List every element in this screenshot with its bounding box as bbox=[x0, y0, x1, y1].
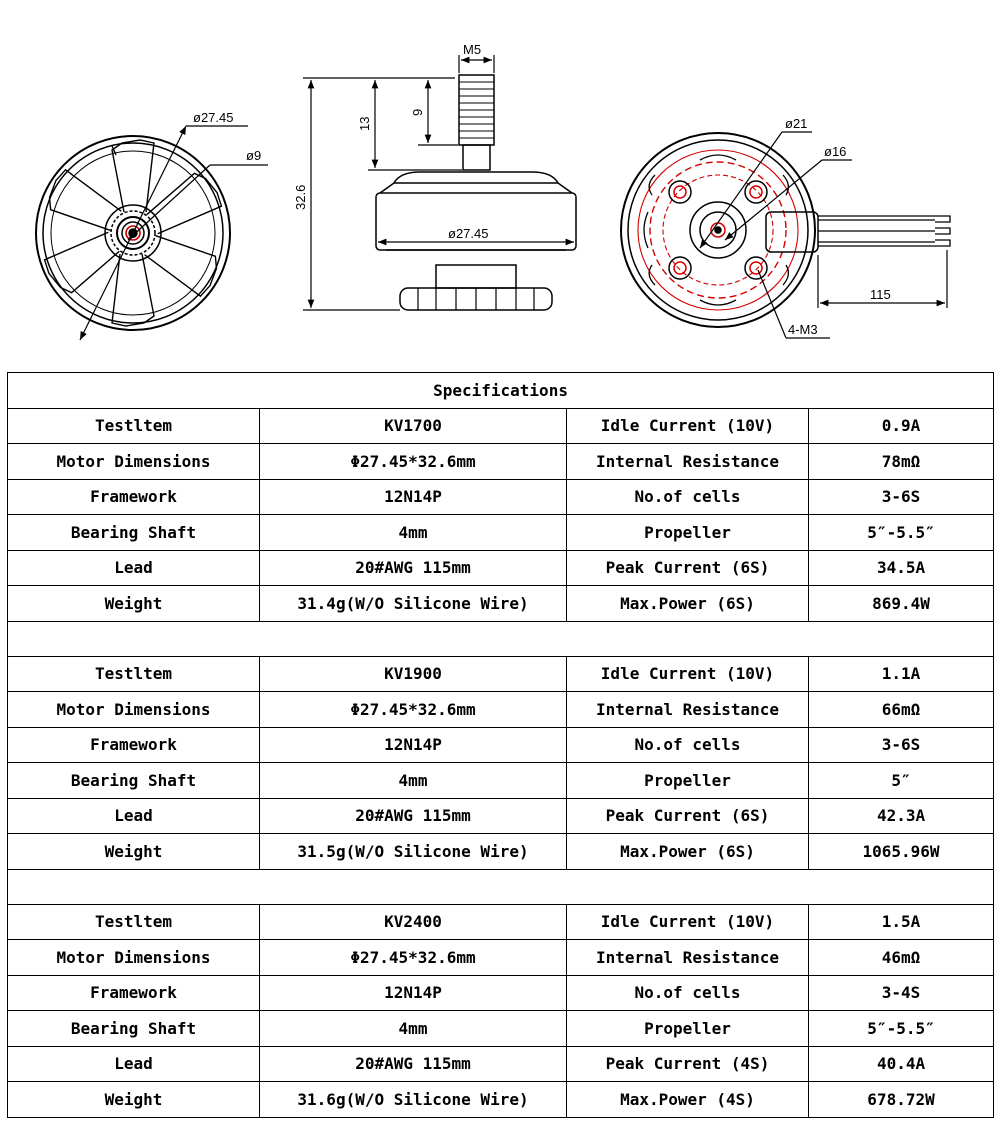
body-diameter-label: ø27.45 bbox=[448, 226, 489, 241]
value-cell: 20#AWG 115mm bbox=[260, 798, 567, 834]
item-cell: Testltem bbox=[8, 904, 260, 940]
value-cell: 31.5g(W/O Silicone Wire) bbox=[260, 834, 567, 870]
table-row bbox=[8, 798, 994, 834]
param-value-cell: 5″-5.5″ bbox=[809, 1011, 994, 1047]
thread-length-label: 9 bbox=[410, 108, 425, 116]
param-cell: No.of cells bbox=[567, 479, 809, 515]
value-cell: 12N14P bbox=[260, 975, 567, 1011]
item-cell: Lead bbox=[8, 1046, 260, 1082]
param-value-cell: 34.5A bbox=[809, 550, 994, 586]
param-value-cell: 66mΩ bbox=[809, 692, 994, 728]
front-outer-diameter-label: ø27.45 bbox=[193, 110, 234, 125]
param-value-cell: 5″ bbox=[809, 763, 994, 799]
shaft-height-label: 13 bbox=[357, 116, 372, 131]
value-cell: 4mm bbox=[260, 515, 567, 551]
thread-size-label: M5 bbox=[463, 42, 482, 57]
table-row bbox=[8, 763, 994, 799]
item-cell: Bearing Shaft bbox=[8, 763, 260, 799]
item-cell: Motor Dimensions bbox=[8, 444, 260, 480]
param-cell: Propeller bbox=[567, 763, 809, 799]
item-cell: Lead bbox=[8, 798, 260, 834]
table-row bbox=[8, 408, 994, 444]
table-row bbox=[8, 479, 994, 515]
param-cell: Propeller bbox=[567, 1011, 809, 1047]
section-spacer-row bbox=[8, 869, 994, 904]
value-cell: 31.6g(W/O Silicone Wire) bbox=[260, 1082, 567, 1118]
bottom-view bbox=[621, 132, 950, 338]
param-cell: Max.Power (6S) bbox=[567, 834, 809, 870]
table-row bbox=[8, 586, 994, 622]
value-cell: KV1900 bbox=[260, 656, 567, 692]
param-cell: Internal Resistance bbox=[567, 940, 809, 976]
front-shaft-diameter-label: ø9 bbox=[246, 148, 262, 163]
bolt-circle-inner-label: ø16 bbox=[824, 144, 847, 159]
param-cell: Idle Current (10V) bbox=[567, 904, 809, 940]
param-value-cell: 1.5A bbox=[809, 904, 994, 940]
param-cell: Idle Current (10V) bbox=[567, 408, 809, 444]
param-cell: Peak Current (6S) bbox=[567, 550, 809, 586]
table-row bbox=[8, 904, 994, 940]
item-cell: Weight bbox=[8, 586, 260, 622]
table-title: Specifications bbox=[8, 373, 994, 409]
param-value-cell: 3-6S bbox=[809, 727, 994, 763]
table-row bbox=[8, 692, 994, 728]
table-row bbox=[8, 1082, 994, 1118]
section-spacer-row bbox=[8, 621, 994, 656]
mount-holes-label: 4-M3 bbox=[788, 322, 818, 337]
param-cell: Internal Resistance bbox=[567, 692, 809, 728]
front-view bbox=[36, 126, 268, 340]
table-row bbox=[8, 975, 994, 1011]
title-row bbox=[8, 373, 994, 409]
value-cell: 4mm bbox=[260, 1011, 567, 1047]
lead-length-label: 115 bbox=[870, 287, 891, 302]
param-value-cell: 46mΩ bbox=[809, 940, 994, 976]
param-cell: Internal Resistance bbox=[567, 444, 809, 480]
param-value-cell: 1065.96W bbox=[809, 834, 994, 870]
section-spacer bbox=[8, 621, 994, 656]
item-cell: Bearing Shaft bbox=[8, 1011, 260, 1047]
param-cell: Max.Power (6S) bbox=[567, 586, 809, 622]
item-cell: Framework bbox=[8, 727, 260, 763]
item-cell: Framework bbox=[8, 479, 260, 515]
param-value-cell: 5″-5.5″ bbox=[809, 515, 994, 551]
section-spacer bbox=[8, 869, 994, 904]
item-cell: Weight bbox=[8, 1082, 260, 1118]
value-cell: Φ27.45*32.6mm bbox=[260, 940, 567, 976]
param-value-cell: 1.1A bbox=[809, 656, 994, 692]
table-row bbox=[8, 1046, 994, 1082]
table-row bbox=[8, 550, 994, 586]
value-cell: 12N14P bbox=[260, 727, 567, 763]
param-cell: No.of cells bbox=[567, 975, 809, 1011]
value-cell: Φ27.45*32.6mm bbox=[260, 692, 567, 728]
overall-height-label: 32.6 bbox=[293, 184, 308, 210]
param-cell: Propeller bbox=[567, 515, 809, 551]
table-row bbox=[8, 515, 994, 551]
value-cell: 20#AWG 115mm bbox=[260, 550, 567, 586]
value-cell: 31.4g(W/O Silicone Wire) bbox=[260, 586, 567, 622]
item-cell: Motor Dimensions bbox=[8, 692, 260, 728]
table-row bbox=[8, 727, 994, 763]
bolt-circle-outer-label: ø21 bbox=[785, 116, 808, 131]
param-cell: No.of cells bbox=[567, 727, 809, 763]
param-value-cell: 869.4W bbox=[809, 586, 994, 622]
side-view bbox=[303, 55, 576, 310]
item-cell: Motor Dimensions bbox=[8, 940, 260, 976]
table-row bbox=[8, 834, 994, 870]
table-row bbox=[8, 444, 994, 480]
value-cell: KV2400 bbox=[260, 904, 567, 940]
param-value-cell: 40.4A bbox=[809, 1046, 994, 1082]
motor-dimension-drawings bbox=[0, 0, 1000, 365]
param-cell: Peak Current (6S) bbox=[567, 798, 809, 834]
param-value-cell: 42.3A bbox=[809, 798, 994, 834]
value-cell: 12N14P bbox=[260, 479, 567, 515]
table-row bbox=[8, 656, 994, 692]
value-cell: KV1700 bbox=[260, 408, 567, 444]
item-cell: Weight bbox=[8, 834, 260, 870]
item-cell: Testltem bbox=[8, 408, 260, 444]
item-cell: Framework bbox=[8, 975, 260, 1011]
item-cell: Bearing Shaft bbox=[8, 515, 260, 551]
table-row bbox=[8, 1011, 994, 1047]
param-cell: Peak Current (4S) bbox=[567, 1046, 809, 1082]
param-value-cell: 3-6S bbox=[809, 479, 994, 515]
param-value-cell: 0.9A bbox=[809, 408, 994, 444]
value-cell: 20#AWG 115mm bbox=[260, 1046, 567, 1082]
param-value-cell: 678.72W bbox=[809, 1082, 994, 1118]
param-cell: Idle Current (10V) bbox=[567, 656, 809, 692]
table-row bbox=[8, 940, 994, 976]
param-value-cell: 3-4S bbox=[809, 975, 994, 1011]
specifications-table bbox=[7, 372, 994, 1118]
item-cell: Testltem bbox=[8, 656, 260, 692]
value-cell: Φ27.45*32.6mm bbox=[260, 444, 567, 480]
param-cell: Max.Power (4S) bbox=[567, 1082, 809, 1118]
param-value-cell: 78mΩ bbox=[809, 444, 994, 480]
item-cell: Lead bbox=[8, 550, 260, 586]
value-cell: 4mm bbox=[260, 763, 567, 799]
